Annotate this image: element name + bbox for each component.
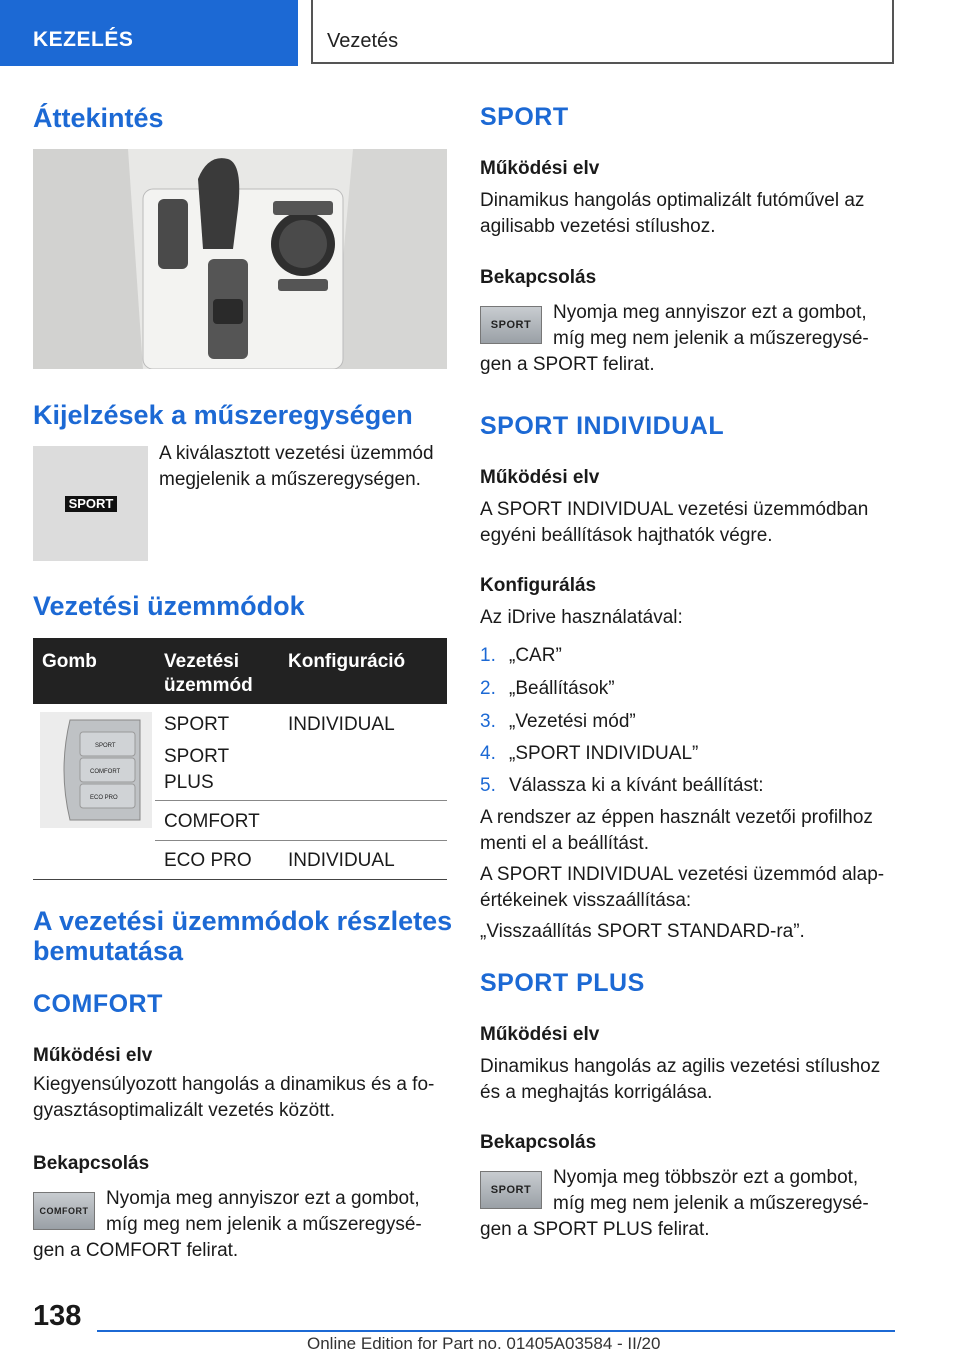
step-number: 1. [480,645,496,666]
sport-plus-principle-line-2: és a meghajtás korrigálása. [480,1082,713,1103]
comfort-activate-heading: Bekapcsolás [33,1153,150,1174]
sport-plus-activate-line-3: gen a SPORT PLUS felirat. [480,1219,710,1240]
sport-plus-principle-line-1: Dinamikus hangolás az agilis vezetési stílushoz [480,1056,881,1077]
individual-note-line-1: A rendszer az éppen használt vezetői profilhoz [480,807,873,828]
details-title-line-2: bemutatása [33,936,184,966]
individual-principle-line-1: A SPORT INDIVIDUAL vezetési üzemmódban [480,499,869,520]
sport-plus-title: SPORT PLUS [480,969,645,997]
sport-button-label: SPORT [490,319,532,331]
btn-img-comfort: COMFORT [90,769,121,775]
comfort-principle-line-2: gyasztásoptimalizált vezetés között. [33,1100,336,1121]
step-text: „CAR” [509,645,562,666]
row-mode-ecopro: ECO PRO [164,850,252,871]
sport-title: SPORT [480,103,569,131]
btn-img-ecopro: ECO PRO [90,795,118,801]
section-tab [0,0,298,66]
row-mode-sport-plus-2: PLUS [164,772,214,793]
comfort-activate-line-1: Nyomja meg annyiszor ezt a gombot, [106,1188,420,1209]
sport-principle-line-1: Dinamikus hangolás optimalizált futóművel az [480,190,865,211]
sport-plus-button-label: SPORT [490,1184,532,1196]
row-mode-sport-plus-1: SPORT [164,746,230,767]
step-number: 3. [480,711,496,732]
comfort-principle-heading: Működési elv [33,1045,153,1066]
page-number: 138 [33,1300,82,1332]
sport-plus-principle-heading: Működési elv [480,1024,600,1045]
row-mode-sport: SPORT [164,714,230,735]
sport-plus-button-icon [480,1171,542,1209]
chapter-label: Vezetés [327,30,399,52]
overview-title: Áttekintés [33,103,164,133]
row-config-sport: INDIVIDUAL [288,714,395,735]
th-config: Konfiguráció [288,651,406,672]
individual-reset-line-3: „Visszaállítás SPORT STANDARD-ra”. [480,921,805,942]
sport-activate-line-1: Nyomja meg annyiszor ezt a gombot, [553,302,867,323]
step-text: „Vezetési mód” [509,711,636,732]
display-title: Kijelzések a műszeregységen [33,400,413,430]
individual-title: SPORT INDIVIDUAL [480,412,725,440]
display-image [33,446,148,561]
table-divider [155,800,447,801]
display-badge: SPORT [65,496,117,512]
th-mode-line-2: üzemmód [164,675,253,696]
comfort-button-label: COMFORT [39,1206,89,1216]
individual-note-line-2: menti el a beállítást. [480,833,649,854]
table-divider [155,840,447,841]
sport-plus-activate-line-2: míg meg nem jelenik a műszeregysé- [553,1193,869,1214]
details-title-line-1: A vezetési üzemmódok részletes [33,906,453,936]
step-text: Válassza ki a kívánt beállítást: [509,775,764,796]
sport-principle-line-2: agilisabb vezetési stílushoz. [480,216,716,237]
individual-principle-line-2: egyéni beállítások hajthatók végre. [480,525,773,546]
sport-plus-activate-line-1: Nyomja meg többször ezt a gombot, [553,1167,859,1188]
center-console-image [33,149,447,369]
sport-activate-line-3: gen a SPORT felirat. [480,354,655,375]
display-text-line-2: megjelenik a műszeregységen. [159,469,421,490]
step-text: „Beállítások” [509,678,615,699]
table-header [33,638,447,704]
th-button: Gomb [42,651,97,672]
chapter-tab [311,0,894,64]
comfort-button-icon [33,1192,95,1230]
footer-rule [97,1330,895,1332]
step-text: „SPORT INDIVIDUAL” [509,743,699,764]
row-config-ecopro: INDIVIDUAL [288,850,395,871]
section-label: KEZELÉS [33,28,134,51]
comfort-title: COMFORT [33,990,163,1018]
sport-plus-activate-heading: Bekapcsolás [480,1132,597,1153]
row-mode-comfort: COMFORT [164,811,260,832]
individual-reset-line-1: A SPORT INDIVIDUAL vezetési üzemmód alap- [480,864,885,885]
individual-config-intro: Az iDrive használatával: [480,607,683,628]
step-number: 2. [480,678,496,699]
individual-config-heading: Konfigurálás [480,575,597,596]
individual-principle-heading: Működési elv [480,467,600,488]
th-mode-line-1: Vezetési [164,651,239,672]
step-number: 4. [480,743,496,764]
mode-buttons-image [40,712,152,828]
display-text-line-1: A kiválasztott vezetési üzemmód [159,443,434,464]
comfort-activate-line-2: míg meg nem jelenik a műszeregysé- [106,1214,422,1235]
sport-button-icon [480,306,542,344]
individual-reset-line-2: értékeinek visszaállítása: [480,890,692,911]
modes-title: Vezetési üzemmódok [33,591,305,621]
btn-img-sport: SPORT [95,743,116,749]
sport-principle-heading: Működési elv [480,158,600,179]
table-bottom-line [33,879,447,880]
sport-activate-heading: Bekapcsolás [480,267,597,288]
sport-activate-line-2: míg meg nem jelenik a műszeregysé- [553,328,869,349]
comfort-activate-line-3: gen a COMFORT felirat. [33,1240,239,1261]
comfort-principle-line-1: Kiegyensúlyozott hangolás a dinamikus és a fo- [33,1074,435,1095]
edition-text: Online Edition for Part no. 01405A03584 - II/20 [307,1334,661,1353]
step-number: 5. [480,775,496,796]
